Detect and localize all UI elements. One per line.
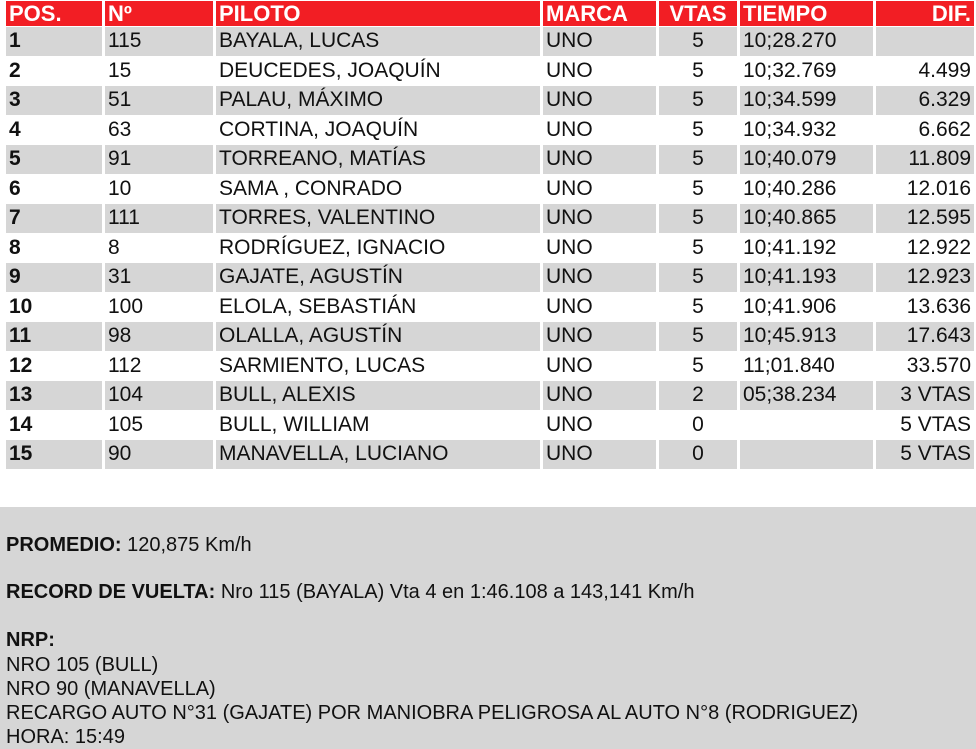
table-row <box>6 145 974 174</box>
cell-num: 115 <box>105 27 213 56</box>
cell-dif: 12.595 <box>876 204 974 233</box>
table-row <box>6 263 974 292</box>
cell-pos: 6 <box>6 175 102 204</box>
nrp-line: HORA: 15:49 <box>6 726 125 748</box>
cell-vtas: 5 <box>659 175 737 204</box>
results-table <box>3 0 976 470</box>
cell-tiempo: 10;41.193 <box>740 263 873 292</box>
cell-tiempo: 10;34.599 <box>740 86 873 115</box>
cell-num: 112 <box>105 352 213 381</box>
cell-tiempo <box>740 411 873 440</box>
nrp-line: NRO 90 (MANAVELLA) <box>6 678 216 700</box>
cell-vtas: 5 <box>659 116 737 145</box>
table-row <box>6 381 974 410</box>
table-row <box>6 440 974 469</box>
cell-tiempo: 10;40.865 <box>740 204 873 233</box>
cell-pos: 3 <box>6 86 102 115</box>
cell-piloto: SAMA , CONRADO <box>216 175 540 204</box>
cell-marca: UNO <box>543 116 656 145</box>
nrp-line: RECARGO AUTO N°31 (GAJATE) POR MANIOBRA PELIGROSA AL AUTO N°8 (RODRIGUEZ) <box>6 702 859 724</box>
cell-marca: UNO <box>543 175 656 204</box>
header-tiempo: TIEMPO <box>740 1 873 26</box>
cell-marca: UNO <box>543 411 656 440</box>
cell-marca: UNO <box>543 352 656 381</box>
cell-pos: 13 <box>6 381 102 410</box>
cell-dif <box>876 27 974 56</box>
cell-num: 111 <box>105 204 213 233</box>
cell-dif: 5 VTAS <box>876 411 974 440</box>
cell-dif: 33.570 <box>876 352 974 381</box>
header-num: Nº <box>105 1 213 26</box>
cell-marca: UNO <box>543 381 656 410</box>
cell-tiempo: 10;34.932 <box>740 116 873 145</box>
table-row <box>6 116 974 145</box>
cell-tiempo: 10;41.192 <box>740 234 873 263</box>
cell-num: 63 <box>105 116 213 145</box>
cell-piloto: ELOLA, SEBASTIÁN <box>216 293 540 322</box>
cell-tiempo: 10;40.286 <box>740 175 873 204</box>
summary-panel <box>0 507 976 749</box>
cell-marca: UNO <box>543 293 656 322</box>
results-body <box>6 27 974 469</box>
cell-piloto: RODRÍGUEZ, IGNACIO <box>216 234 540 263</box>
cell-marca: UNO <box>543 440 656 469</box>
header-marca: MARCA <box>543 1 656 26</box>
cell-dif: 17.643 <box>876 322 974 351</box>
cell-vtas: 5 <box>659 293 737 322</box>
cell-pos: 7 <box>6 204 102 233</box>
table-row <box>6 57 974 86</box>
cell-vtas: 5 <box>659 27 737 56</box>
header-pos: POS. <box>6 1 102 26</box>
cell-pos: 9 <box>6 263 102 292</box>
table-row <box>6 175 974 204</box>
cell-num: 15 <box>105 57 213 86</box>
cell-vtas: 5 <box>659 234 737 263</box>
table-row <box>6 234 974 263</box>
cell-tiempo: 10;32.769 <box>740 57 873 86</box>
table-row <box>6 86 974 115</box>
cell-tiempo: 10;41.906 <box>740 293 873 322</box>
cell-dif: 6.329 <box>876 86 974 115</box>
cell-pos: 4 <box>6 116 102 145</box>
cell-dif: 12.923 <box>876 263 974 292</box>
cell-tiempo: 10;28.270 <box>740 27 873 56</box>
cell-dif: 12.922 <box>876 234 974 263</box>
table-row <box>6 27 974 56</box>
cell-dif: 4.499 <box>876 57 974 86</box>
cell-vtas: 5 <box>659 145 737 174</box>
record-line <box>6 580 694 604</box>
cell-pos: 8 <box>6 234 102 263</box>
cell-vtas: 5 <box>659 204 737 233</box>
cell-piloto: BULL, WILLIAM <box>216 411 540 440</box>
cell-num: 104 <box>105 381 213 410</box>
header-dif: DIF. <box>876 1 974 26</box>
record-label: RECORD DE VUELTA: <box>6 581 216 603</box>
promedio-label: PROMEDIO: <box>6 534 122 556</box>
cell-piloto: MANAVELLA, LUCIANO <box>216 440 540 469</box>
cell-tiempo: 05;38.234 <box>740 381 873 410</box>
cell-num: 31 <box>105 263 213 292</box>
cell-num: 51 <box>105 86 213 115</box>
cell-pos: 1 <box>6 27 102 56</box>
cell-tiempo <box>740 440 873 469</box>
table-row <box>6 322 974 351</box>
cell-piloto: PALAU, MÁXIMO <box>216 86 540 115</box>
cell-pos: 12 <box>6 352 102 381</box>
header-piloto: PILOTO <box>216 1 540 26</box>
cell-piloto: SARMIENTO, LUCAS <box>216 352 540 381</box>
cell-vtas: 0 <box>659 440 737 469</box>
table-row <box>6 411 974 440</box>
cell-marca: UNO <box>543 263 656 292</box>
cell-num: 98 <box>105 322 213 351</box>
cell-vtas: 5 <box>659 86 737 115</box>
cell-dif: 13.636 <box>876 293 974 322</box>
cell-piloto: BULL, ALEXIS <box>216 381 540 410</box>
nrp-label: NRP: <box>6 629 55 651</box>
header-vtas: VTAS <box>659 1 737 26</box>
cell-num: 8 <box>105 234 213 263</box>
cell-vtas: 2 <box>659 381 737 410</box>
cell-piloto: TORRES, VALENTINO <box>216 204 540 233</box>
cell-num: 90 <box>105 440 213 469</box>
cell-pos: 11 <box>6 322 102 351</box>
cell-dif: 3 VTAS <box>876 381 974 410</box>
cell-piloto: TORREANO, MATÍAS <box>216 145 540 174</box>
cell-pos: 10 <box>6 293 102 322</box>
cell-tiempo: 10;45.913 <box>740 322 873 351</box>
cell-marca: UNO <box>543 204 656 233</box>
cell-pos: 15 <box>6 440 102 469</box>
cell-dif: 6.662 <box>876 116 974 145</box>
cell-pos: 14 <box>6 411 102 440</box>
cell-dif: 12.016 <box>876 175 974 204</box>
table-row <box>6 352 974 381</box>
cell-marca: UNO <box>543 57 656 86</box>
promedio-line <box>6 533 252 557</box>
cell-num: 10 <box>105 175 213 204</box>
cell-tiempo: 10;40.079 <box>740 145 873 174</box>
cell-vtas: 5 <box>659 57 737 86</box>
cell-tiempo: 11;01.840 <box>740 352 873 381</box>
cell-piloto: OLALLA, AGUSTÍN <box>216 322 540 351</box>
table-header-row <box>6 1 974 26</box>
cell-dif: 11.809 <box>876 145 974 174</box>
table-row <box>6 293 974 322</box>
cell-marca: UNO <box>543 145 656 174</box>
record-value: Nro 115 (BAYALA) Vta 4 en 1:46.108 a 143,141 Km/h <box>220 581 695 603</box>
cell-pos: 2 <box>6 57 102 86</box>
nrp-line: NRO 105 (BULL) <box>6 654 159 676</box>
cell-num: 91 <box>105 145 213 174</box>
promedio-value: 120,875 Km/h <box>127 534 252 556</box>
table-row <box>6 204 974 233</box>
cell-num: 105 <box>105 411 213 440</box>
cell-dif: 5 VTAS <box>876 440 974 469</box>
cell-marca: UNO <box>543 27 656 56</box>
cell-num: 100 <box>105 293 213 322</box>
cell-marca: UNO <box>543 322 656 351</box>
cell-pos: 5 <box>6 145 102 174</box>
cell-marca: UNO <box>543 86 656 115</box>
cell-vtas: 5 <box>659 322 737 351</box>
cell-vtas: 5 <box>659 352 737 381</box>
cell-marca: UNO <box>543 234 656 263</box>
cell-piloto: CORTINA, JOAQUÍN <box>216 116 540 145</box>
cell-piloto: DEUCEDES, JOAQUÍN <box>216 57 540 86</box>
cell-vtas: 5 <box>659 263 737 292</box>
cell-piloto: BAYALA, LUCAS <box>216 27 540 56</box>
cell-piloto: GAJATE, AGUSTÍN <box>216 263 540 292</box>
cell-vtas: 0 <box>659 411 737 440</box>
